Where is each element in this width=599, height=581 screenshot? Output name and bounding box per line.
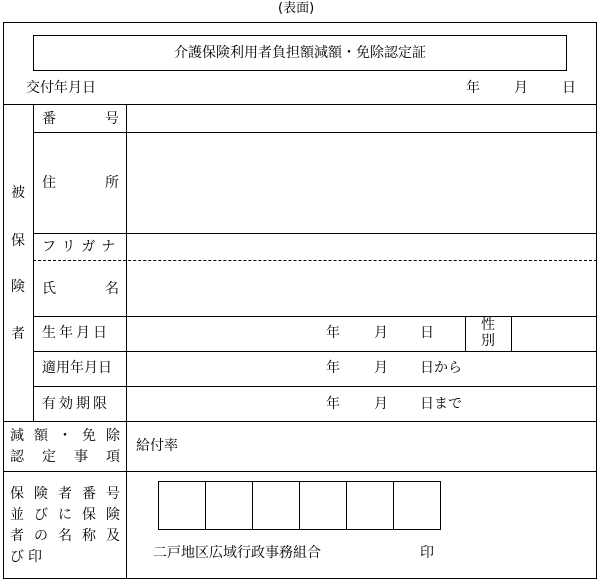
sex-label-1: 性	[481, 317, 495, 333]
address-label-2: 所	[105, 175, 119, 191]
apply-label: 適用年月日	[42, 360, 112, 376]
issue-month: 月	[514, 80, 528, 96]
insurer-label-line1: 保 険 者 番 号	[10, 486, 120, 502]
name-label-1: 氏	[42, 281, 56, 297]
side-label: (表面)	[278, 1, 315, 16]
insurer-number-digit-box	[393, 481, 441, 530]
insurer-number-digit-box	[205, 481, 253, 530]
divider	[33, 351, 597, 352]
apply-day: 日から	[420, 360, 462, 376]
name-label-2: 名	[105, 281, 119, 297]
sex-label-2: 別	[481, 333, 495, 349]
expiry-year: 年	[326, 396, 340, 412]
insured-column-divider	[33, 104, 34, 421]
insured-char: 被	[11, 185, 25, 201]
insurer-name: 二戸地区広域行政事務組合	[153, 545, 321, 561]
divider	[3, 104, 597, 105]
birth-label: 生年月日	[42, 325, 110, 341]
issue-date-label: 交付年月日	[26, 80, 96, 96]
insurer-number-digit-box	[158, 481, 206, 530]
apply-month: 月	[374, 360, 388, 376]
sex-divider	[465, 316, 466, 351]
number-label-1: 番	[42, 111, 56, 127]
issue-day: 日	[562, 80, 576, 96]
insured-char: 者	[11, 326, 25, 342]
insurer-number-digit-box	[346, 481, 394, 530]
benefit-rate-label: 給付率	[136, 438, 178, 454]
insurer-number-digit-box	[252, 481, 300, 530]
label-column-divider	[126, 104, 127, 579]
insurer-seal: 印	[420, 545, 434, 561]
divider	[33, 233, 597, 234]
furigana-text: フリガナ	[42, 239, 122, 255]
divider	[33, 316, 597, 317]
birth-month: 月	[374, 325, 388, 341]
apply-year: 年	[326, 360, 340, 376]
reduction-label-line2: 認 定 事 項	[10, 449, 120, 465]
divider	[33, 132, 597, 133]
expiry-day: 日まで	[420, 396, 462, 412]
certificate-title: 介護保険利用者負担額減額・免除認定証	[174, 45, 426, 61]
furigana-label	[42, 239, 122, 255]
divider	[3, 471, 597, 472]
birth-day: 日	[420, 325, 434, 341]
insured-char: 険	[11, 279, 25, 295]
insurer-label-line2: 並 び に 保 険	[10, 507, 120, 523]
reduction-label-line1: 減 額 ・ 免 除	[10, 428, 120, 444]
address-label-1: 住	[42, 175, 56, 191]
insurer-label-line3: 者 の 名 称 及	[10, 528, 120, 544]
issue-year: 年	[466, 80, 480, 96]
divider	[33, 386, 597, 387]
insured-char: 保	[11, 233, 25, 249]
sex-divider	[511, 316, 512, 351]
insurer-number-digit-box	[299, 481, 347, 530]
birth-year: 年	[326, 325, 340, 341]
number-label-2: 号	[105, 111, 119, 127]
expiry-month: 月	[374, 396, 388, 412]
furigana-divider	[33, 260, 597, 261]
insurer-label-line4: び 印	[10, 549, 42, 565]
expiry-label: 有効期限	[42, 396, 110, 412]
divider	[3, 421, 597, 422]
